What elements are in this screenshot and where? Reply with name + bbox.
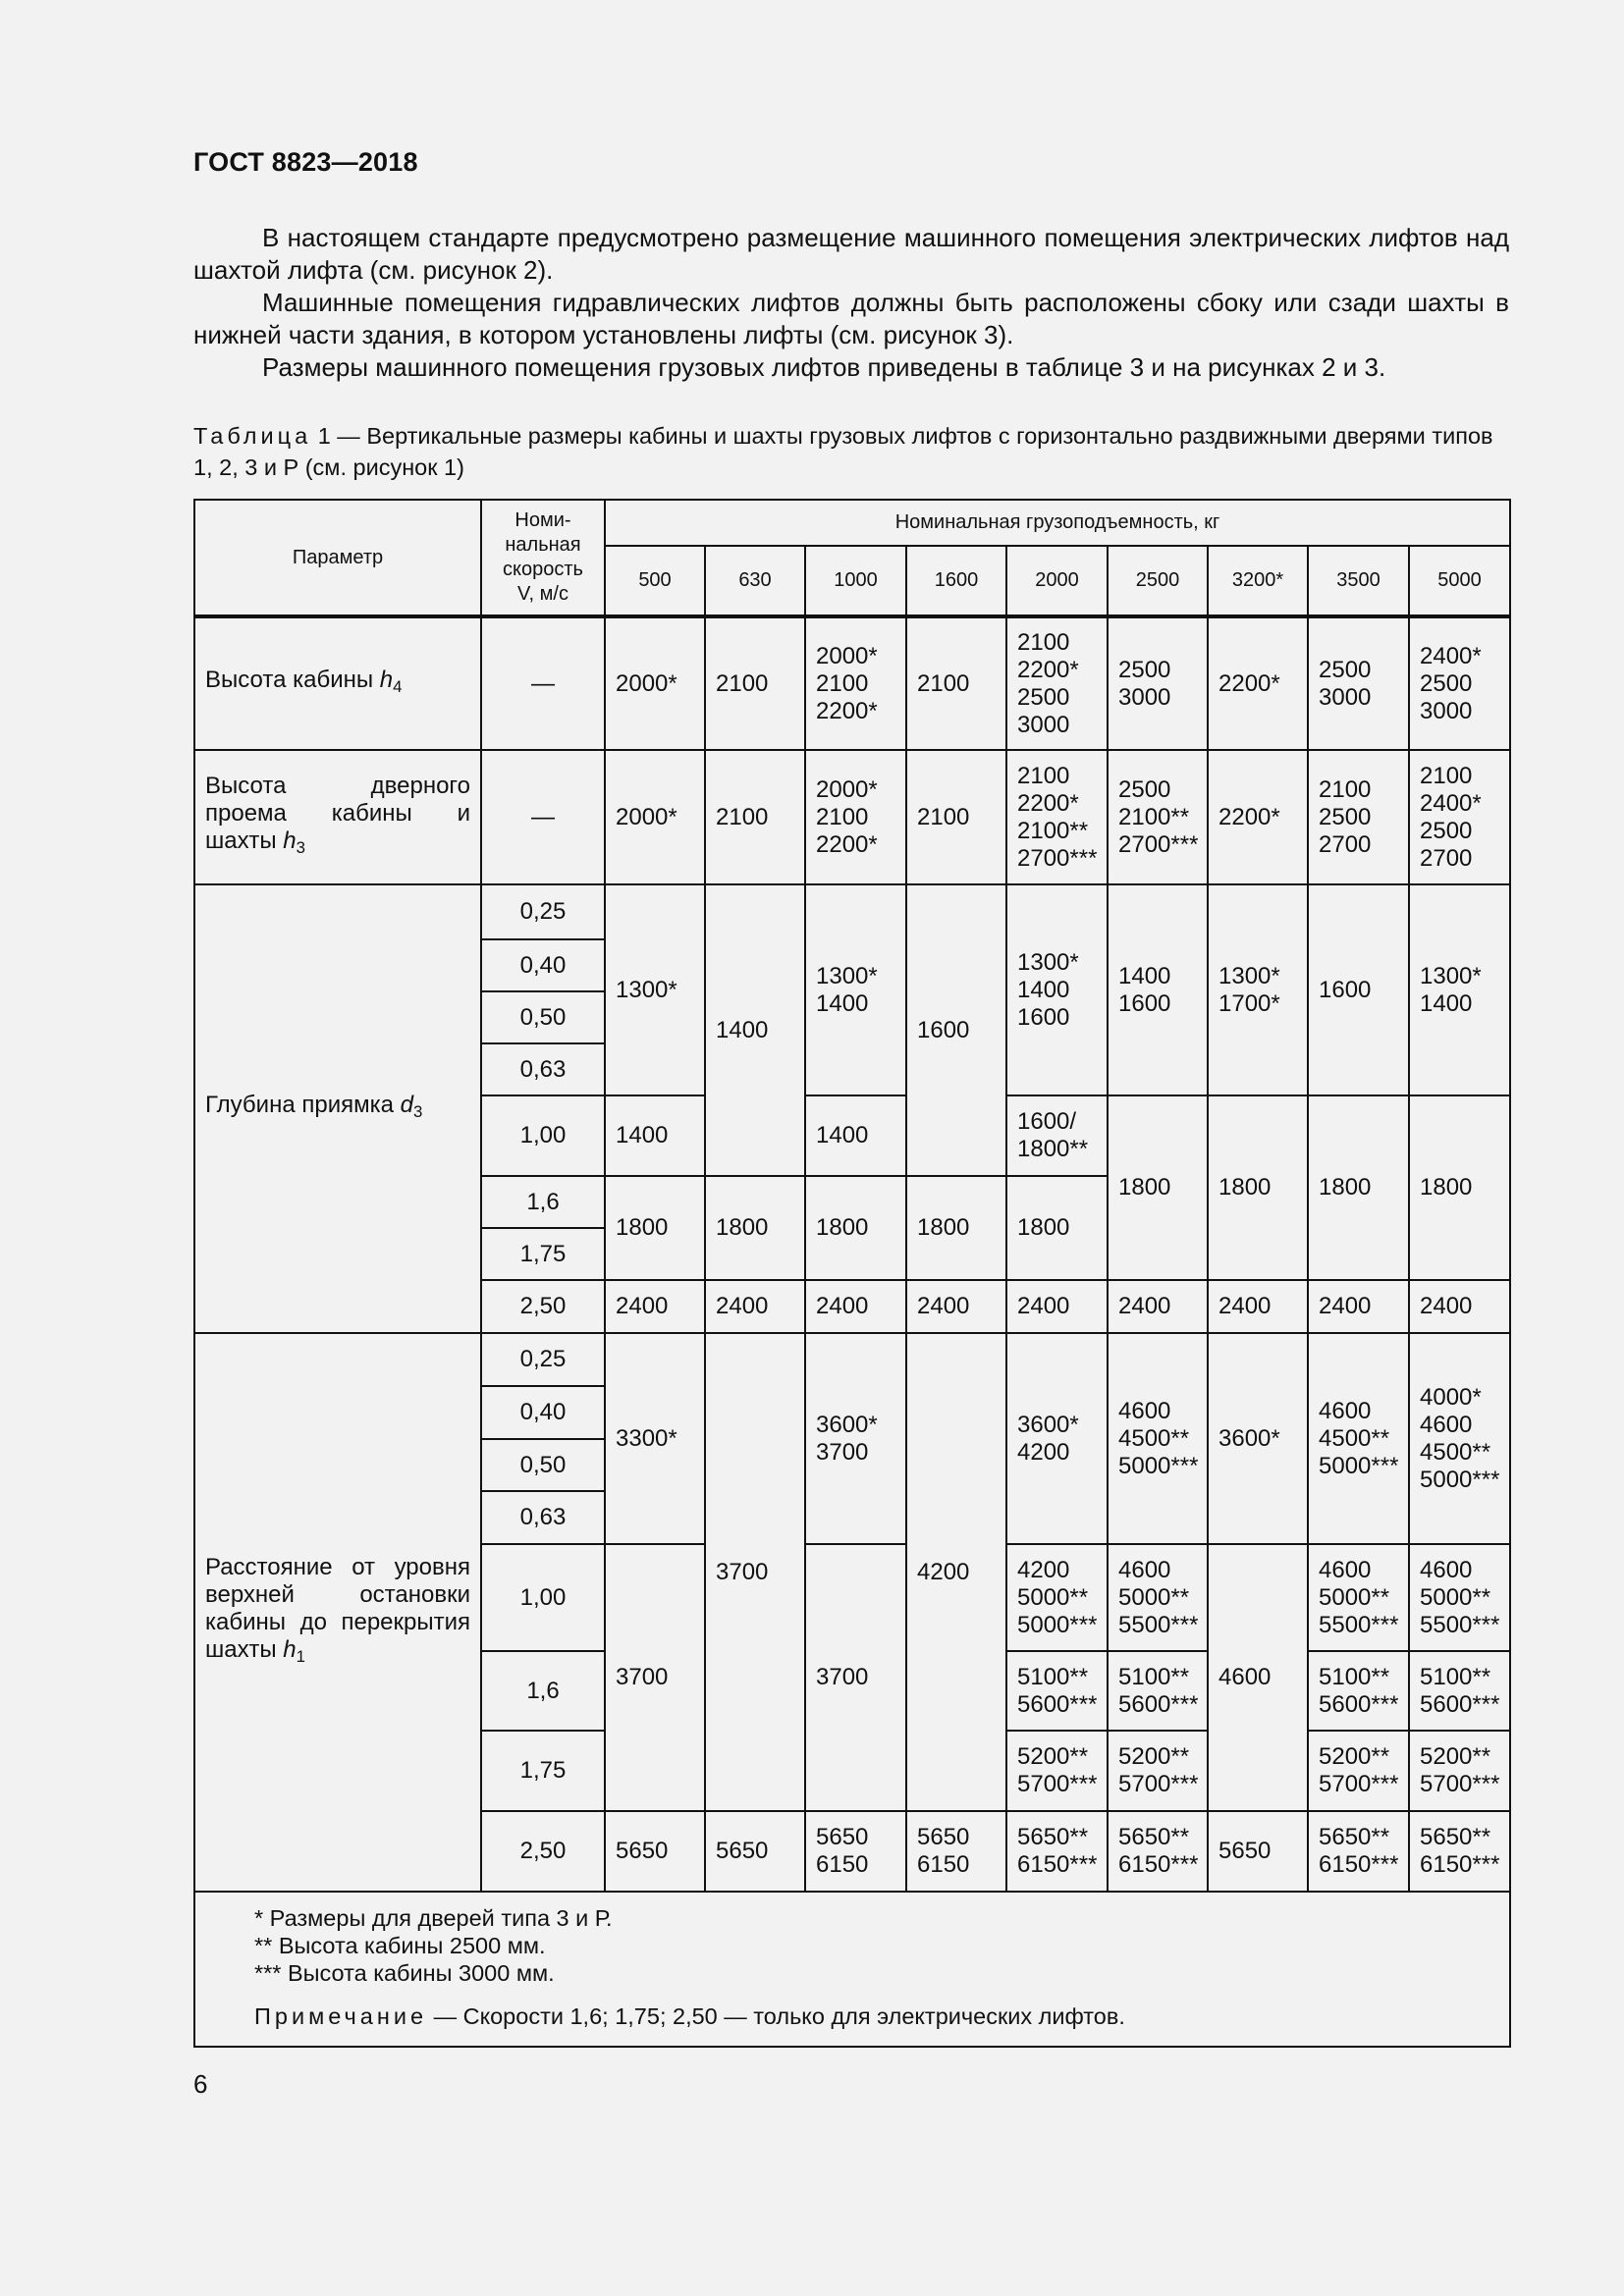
- row-cabin-height: [194, 616, 1510, 750]
- value-cell: 2100 2200* 2500 3000: [1006, 616, 1108, 750]
- value-cell: 2400: [1409, 1280, 1510, 1333]
- value-cell: 5650: [605, 1811, 705, 1892]
- value-cell: 1800: [1308, 1095, 1409, 1280]
- speed-cell: 0,63: [481, 1491, 605, 1544]
- value-cell: 2100: [705, 616, 805, 750]
- load-cell: 5000: [1409, 546, 1510, 616]
- header-parameter: Параметр: [194, 500, 481, 616]
- value-cell: 1300* 1400: [1409, 884, 1510, 1095]
- row-pit-depth: [194, 884, 1510, 939]
- value-cell: 5200** 5700***: [1308, 1731, 1409, 1811]
- value-cell: 2400: [705, 1280, 805, 1333]
- speed-cell: 1,6: [481, 1651, 605, 1731]
- header-speed-label: Номи-нальная скорость: [503, 509, 583, 580]
- load-cell: 2000: [1006, 546, 1108, 616]
- load-cell: 500: [605, 546, 705, 616]
- value-cell: 2500 3000: [1108, 616, 1208, 750]
- value-cell: 1300* 1400: [805, 884, 906, 1095]
- value-cell: 2200*: [1208, 750, 1308, 884]
- note-text: — Скорости 1,6; 1,75; 2,50 — только для электрических лифтов.: [433, 2003, 1125, 2029]
- footnote-3: *** Высота кабины 3000 мм.: [254, 1960, 555, 1986]
- value-cell: 1800: [906, 1176, 1006, 1280]
- value-cell: 5200** 5700***: [1108, 1731, 1208, 1811]
- table-caption: [193, 420, 1509, 483]
- value-cell: 5650** 6150***: [1006, 1811, 1108, 1892]
- speed-cell: 1,6: [481, 1176, 605, 1228]
- table-note: [254, 2002, 1450, 2030]
- value-cell: 1800: [1108, 1095, 1208, 1280]
- value-cell: 2200*: [1208, 616, 1308, 750]
- value-cell: 2400: [805, 1280, 906, 1333]
- value-cell: 5650: [705, 1811, 805, 1892]
- speed-cell: 2,50: [481, 1280, 605, 1333]
- value-cell: 3600* 3700: [805, 1333, 906, 1544]
- load-cell: 1600: [906, 546, 1006, 616]
- value-cell: 5200** 5700***: [1409, 1731, 1510, 1811]
- value-cell: 1400: [605, 1095, 705, 1176]
- table-notes: [194, 1892, 1510, 2047]
- value-cell: 4600 5000** 5500***: [1409, 1544, 1510, 1651]
- value-cell: 3600* 4200: [1006, 1333, 1108, 1544]
- value-cell: 1300*: [605, 884, 705, 1095]
- value-cell: 1800: [1006, 1176, 1108, 1280]
- value-cell: 2400: [1308, 1280, 1409, 1333]
- speed-cell: 1,00: [481, 1544, 605, 1651]
- row-door-height: [194, 750, 1510, 884]
- speed-cell: —: [481, 616, 605, 750]
- load-cell: 1000: [805, 546, 906, 616]
- speed-cell: —: [481, 750, 605, 884]
- row-overhead: [194, 1333, 1510, 1386]
- note-label: Примечание: [254, 2003, 428, 2029]
- value-cell: 1800: [805, 1176, 906, 1280]
- value-cell: 1300* 1400 1600: [1006, 884, 1108, 1095]
- value-cell: 5650** 6150***: [1409, 1811, 1510, 1892]
- value-cell: 2400: [1006, 1280, 1108, 1333]
- speed-cell: 0,40: [481, 939, 605, 991]
- value-cell: 2100: [906, 616, 1006, 750]
- value-cell: 3700: [705, 1333, 805, 1811]
- header-speed-unit: V, м/с: [517, 583, 568, 605]
- load-cell: 3500: [1308, 546, 1409, 616]
- header-capacity: Номинальная грузоподъемность, кг: [605, 500, 1510, 546]
- param-pit-depth: Глубина приямка $d_3$: [194, 884, 481, 1333]
- value-cell: 4600 5000** 5500***: [1308, 1544, 1409, 1651]
- value-cell: 4600: [1208, 1544, 1308, 1811]
- caption-text: — Вертикальные размеры кабины и шахты грузовых лифтов с горизонтально раздвижными дверями типов 1, 2, 3 и Р (см. рисунок 1): [193, 423, 1493, 480]
- value-cell: 2000* 2100 2200*: [805, 750, 906, 884]
- value-cell: 2400: [906, 1280, 1006, 1333]
- param-door-height: Высота дверного проема кабины и шахты $h_3$: [194, 750, 481, 884]
- value-cell: 5100** 5600***: [1006, 1651, 1108, 1731]
- value-cell: 1300* 1700*: [1208, 884, 1308, 1095]
- value-cell: 3700: [605, 1544, 705, 1811]
- speed-cell: 0,25: [481, 884, 605, 939]
- value-cell: 1800: [1208, 1095, 1308, 1280]
- value-cell: 5650 6150: [906, 1811, 1006, 1892]
- speed-cell: 0,50: [481, 991, 605, 1043]
- value-cell: 2500 2100** 2700***: [1108, 750, 1208, 884]
- load-cell: 630: [705, 546, 805, 616]
- value-cell: 2100: [906, 750, 1006, 884]
- speed-cell: 0,50: [481, 1439, 605, 1491]
- caption-label: Таблица: [193, 423, 312, 449]
- value-cell: 2400: [1108, 1280, 1208, 1333]
- document-header: ГОСТ 8823—2018: [193, 147, 418, 177]
- caption-number: 1: [317, 423, 331, 449]
- value-cell: 1400: [705, 884, 805, 1176]
- paragraph-2: Машинные помещения гидравлических лифтов должны быть расположены сбоку или сзади шахты в нижней части здания, в котором установлены лифты (см. рисунок 3).: [193, 288, 1509, 349]
- value-cell: 2000*: [605, 616, 705, 750]
- load-cell: 3200*: [1208, 546, 1308, 616]
- value-cell: 5200** 5700***: [1006, 1731, 1108, 1811]
- speed-cell: 1,75: [481, 1731, 605, 1811]
- value-cell: 5650 6150: [805, 1811, 906, 1892]
- value-cell: 2400: [1208, 1280, 1308, 1333]
- load-cell: 2500: [1108, 546, 1208, 616]
- footnote-2: ** Высота кабины 2500 мм.: [254, 1933, 546, 1958]
- value-cell: 2000* 2100 2200*: [805, 616, 906, 750]
- value-cell: 2000*: [605, 750, 705, 884]
- value-cell: 1600: [906, 884, 1006, 1176]
- speed-cell: 1,75: [481, 1228, 605, 1280]
- value-cell: 1800: [605, 1176, 705, 1280]
- footnote-1: * Размеры для дверей типа 3 и Р.: [254, 1905, 613, 1931]
- value-cell: 1600/ 1800**: [1006, 1095, 1108, 1176]
- value-cell: 5650: [1208, 1811, 1308, 1892]
- value-cell: 4000* 4600 4500** 5000***: [1409, 1333, 1510, 1544]
- value-cell: 2100 2500 2700: [1308, 750, 1409, 884]
- value-cell: 5100** 5600***: [1308, 1651, 1409, 1731]
- paragraph-1: В настоящем стандарте предусмотрено размещение машинного помещения электрических лифтов над шахтой лифта (см. рисунок 2).: [193, 223, 1509, 285]
- row-notes: [194, 1892, 1510, 2047]
- value-cell: 5100** 5600***: [1108, 1651, 1208, 1731]
- value-cell: 5650** 6150***: [1308, 1811, 1409, 1892]
- value-cell: 2100 2400* 2500 2700: [1409, 750, 1510, 884]
- param-overhead: Расстояние от уровня верхней остановки кабины до перекрытия шахты $h_1$: [194, 1333, 481, 1892]
- value-cell: 2400* 2500 3000: [1409, 616, 1510, 750]
- speed-cell: 0,25: [481, 1333, 605, 1386]
- value-cell: 1800: [705, 1176, 805, 1280]
- value-cell: 3600*: [1208, 1333, 1308, 1544]
- value-cell: 4600 4500** 5000***: [1308, 1333, 1409, 1544]
- speed-cell: 0,63: [481, 1043, 605, 1095]
- value-cell: 4200 5000** 5000***: [1006, 1544, 1108, 1651]
- param-cabin-height: Высота кабины $h_4$: [194, 616, 481, 750]
- body-text: [193, 222, 1509, 384]
- value-cell: 3700: [805, 1544, 906, 1811]
- speed-cell: 1,00: [481, 1095, 605, 1176]
- value-cell: 3300*: [605, 1333, 705, 1544]
- value-cell: 1400 1600: [1108, 884, 1208, 1095]
- speed-cell: 0,40: [481, 1386, 605, 1439]
- value-cell: 2400: [605, 1280, 705, 1333]
- value-cell: 4600 4500** 5000***: [1108, 1333, 1208, 1544]
- value-cell: 1400: [805, 1095, 906, 1176]
- value-cell: 2100 2200* 2100** 2700***: [1006, 750, 1108, 884]
- value-cell: 5100** 5600***: [1409, 1651, 1510, 1731]
- value-cell: 1800: [1409, 1095, 1510, 1280]
- value-cell: 2500 3000: [1308, 616, 1409, 750]
- value-cell: 4200: [906, 1333, 1006, 1811]
- speed-cell: 2,50: [481, 1811, 605, 1892]
- value-cell: 5650** 6150***: [1108, 1811, 1208, 1892]
- paragraph-3: Размеры машинного помещения грузовых лифтов приведены в таблице 3 и на рисунках 2 и 3.: [262, 352, 1386, 382]
- value-cell: 4600 5000** 5500***: [1108, 1544, 1208, 1651]
- lift-dimensions-table: [193, 499, 1511, 2048]
- page-number: 6: [193, 2069, 208, 2099]
- value-cell: 2100: [705, 750, 805, 884]
- header-speed: [481, 500, 605, 616]
- value-cell: 1600: [1308, 884, 1409, 1095]
